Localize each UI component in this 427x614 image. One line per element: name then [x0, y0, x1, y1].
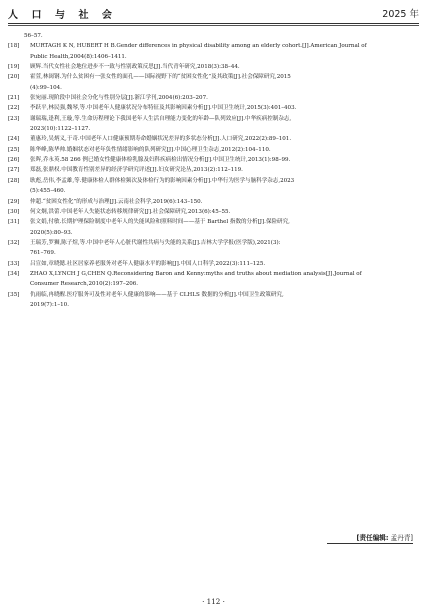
reference-line: 张文娟,付敏.长期护理保险制度中老年人的失能风险和照料时间——基于 Barthel 指数的分析[J].保险研究,	[30, 219, 290, 226]
reference-item	[8, 165, 417, 175]
reference-line: 2019(7):1–10.	[30, 301, 69, 308]
reference-line: 2023(10):1122–1127.	[30, 126, 91, 133]
reference-item	[8, 72, 417, 93]
running-header	[8, 4, 419, 22]
reference-line: (5):455–460.	[30, 188, 66, 195]
reference-number: [24]	[8, 136, 20, 143]
reference-item	[8, 217, 417, 238]
reference-number: [30]	[8, 208, 20, 215]
reference-item	[8, 134, 417, 144]
reference-line: 董惠玲,吴炳义,于奇.中国老年人口健康预期寿命婚姻状况差异的多状态分析[J].人口研究,2022(2):89–101.	[30, 136, 292, 143]
editor-label: [责任编辑:	[356, 534, 389, 542]
editor-name: 孟丹青]	[390, 534, 413, 542]
reference-number: [32]	[8, 239, 20, 246]
reference-line: 陈华峰,陈华帅.婚姻状态对老年负性情绪影响的队列研究[J].中国心理卫生杂志,2012(2):104–110.	[30, 146, 271, 153]
reference-line: 谢瑞瑞,逢利,王璇,等.生命历程理论下我国老年人生活自理能力变化的年龄—队列效应[J].中华疾病控制杂志,	[30, 115, 292, 122]
reference-number: [26]	[8, 157, 20, 164]
reference-line: 霍萱,林闽钢.为什么贫困有一张女性的面孔——国际视野下的“贫困女性化”及其政策[J].社会保障研究,2015	[30, 74, 291, 81]
reference-line: 56–57.	[24, 33, 43, 39]
reference-line: 761–769.	[30, 250, 56, 257]
reference-item	[8, 197, 417, 207]
reference-number: [27]	[8, 167, 20, 174]
reference-number: [31]	[8, 219, 20, 226]
reference-line: 仲超.“贫困女性化”的形成与治理[J].云南社会科学,2019(6):143–150.	[30, 198, 203, 205]
reference-list	[8, 31, 417, 310]
reference-item	[8, 290, 417, 311]
reference-number: [33]	[8, 260, 20, 267]
reference-number: [21]	[8, 95, 20, 102]
reference-item	[8, 114, 417, 135]
journal-title: 人 口 与 社 会	[8, 9, 117, 21]
reference-number: [29]	[8, 198, 20, 205]
reference-number: [23]	[8, 115, 20, 122]
reference-line: 吕宣如,章晓懿.社区居家养老服务对老年人健康水平的影响[J].中国人口科学,2022(3):111–125.	[30, 260, 266, 267]
reference-number: [22]	[8, 105, 20, 112]
reference-item	[8, 62, 417, 72]
reference-item	[8, 259, 417, 269]
reference-item	[8, 238, 417, 259]
publication-year: 2025 年	[382, 9, 419, 20]
reference-item	[8, 207, 417, 217]
header-rule	[8, 23, 419, 24]
editor-underline	[327, 543, 413, 544]
reference-line: 郑磊,张鼎权.中国教育性别差异的经济学研究评述[J].妇女研究论丛,2013(2):112–119.	[30, 167, 243, 174]
reference-line: 李跃平,林民强,魏琴,等.中国老年人健康状况分布特征及其影响因素分析[J].中国卫生统计,2015(3):401–403.	[30, 105, 297, 112]
reference-line: 2020(5):80–93.	[30, 229, 73, 236]
reference-line: 何文炯,洪蕾.中国老年人失能状态转移规律研究[J].社会保障研究,2013(6):45–55.	[30, 208, 231, 215]
reference-line: (4):99–104.	[30, 84, 62, 91]
reference-number: [19]	[8, 64, 20, 71]
reference-line: 王瑞芳,罗狮,陈子煊,等.中国中老年人心脏代谢性共病与失能的关系[J].吉林大学学报(医学版),2021(3):	[30, 239, 281, 246]
reference-line: 仇雨临,冉晓醒.医疗服务可及性对老年人健康的影响——基于 CLHLS 数据的分析[J].中国卫生政策研究,	[30, 291, 284, 298]
reference-line: 顾辉.当代女性社会地位进步不一致与性别政策反思[J].当代青年研究,2018(3):38–44.	[30, 64, 240, 71]
reference-line: Consumer Research,2010(2):197–206.	[30, 281, 139, 288]
reference-item	[8, 93, 417, 103]
header-rule-thin	[8, 25, 419, 26]
page-number: · 112 ·	[202, 597, 225, 606]
reference-item	[8, 155, 417, 165]
reference-line: 张宛丽.现阶段中国社会分化与性别分层[J].浙江学刊,2004(6):203–207.	[30, 95, 208, 102]
reference-line: MURTAGH K N, HUBERT H B.Gender differences in physical disability among an elderly cohort.[J].American Journal of	[30, 43, 367, 50]
reference-line: 耿彪,岳伟,李孟雄,等.健康体检人群体检频次及体检行为的影响因素分析[J].中华行为医学与脑科学杂志,2023	[30, 177, 295, 184]
reference-number: [28]	[8, 177, 20, 184]
reference-line: Public Health,2004(8):1406–1411.	[30, 53, 127, 60]
reference-item	[8, 103, 417, 113]
reference-line: 张晖,乔永英.58 266 例已婚女性健康体检乳腺及妇科疾病检出情况分析[J].中国卫生统计,2013(1):98–99.	[30, 157, 291, 164]
reference-number: [20]	[8, 74, 20, 81]
reference-number: [34]	[8, 270, 20, 277]
reference-item	[8, 145, 417, 155]
reference-line: ZHAO X,LYNCH J G,CHEN Q.Reconsidering Baron and Kenny:myths and truths about mediation analysis[J].Journal of	[30, 270, 362, 277]
reference-number: [25]	[8, 146, 20, 153]
reference-item	[8, 176, 417, 197]
reference-item	[8, 31, 417, 41]
responsible-editor	[357, 532, 414, 542]
reference-item	[8, 41, 417, 62]
reference-number: [35]	[8, 291, 20, 298]
reference-number: [18]	[8, 43, 20, 50]
reference-item	[8, 269, 417, 290]
